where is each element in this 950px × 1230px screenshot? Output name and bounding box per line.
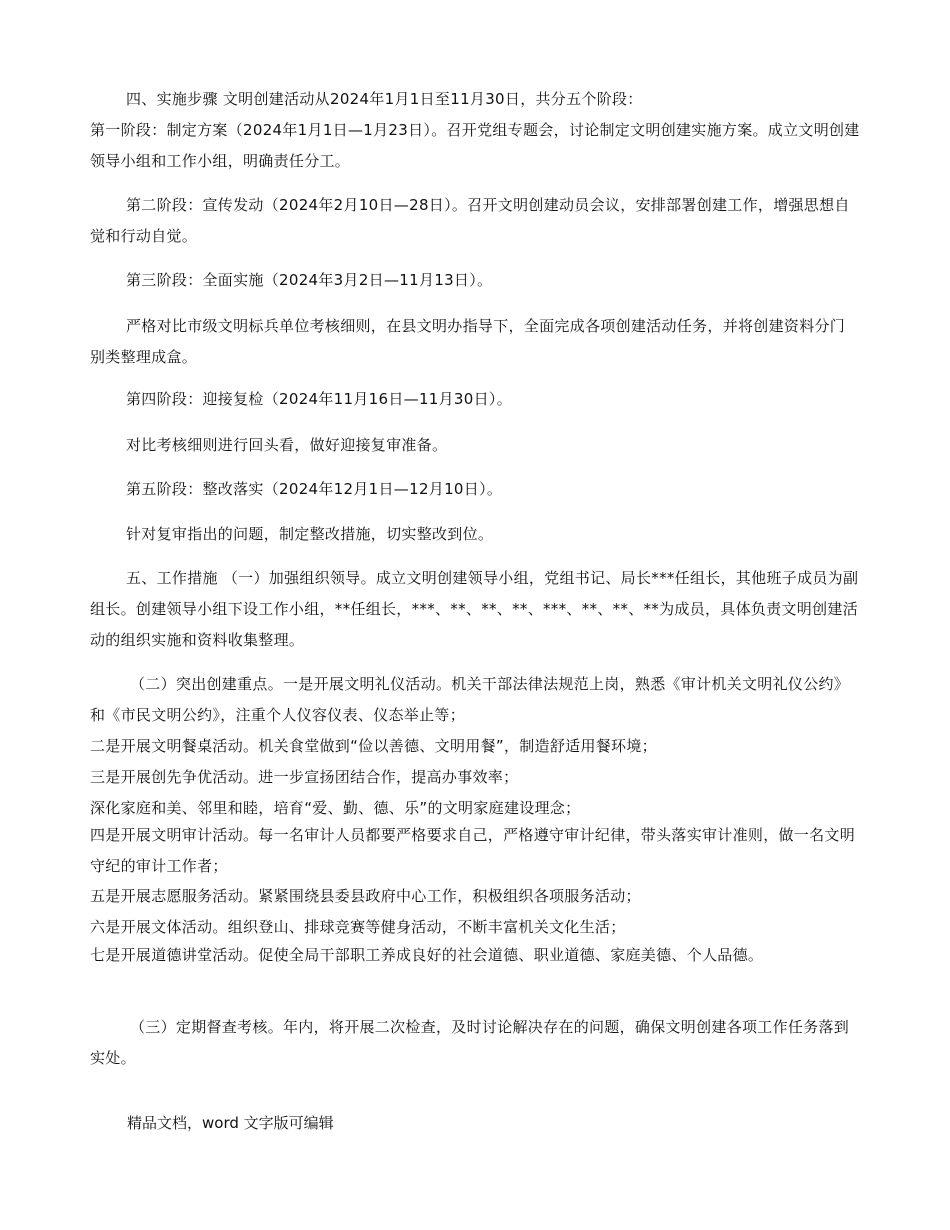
phase-five-paragraph: 第五阶段：整改落实（2024年12月1日—12月10日）。 <box>126 480 503 498</box>
measure-three-paragraph: （三）定期督查考核。年内，将开展二次检查，及时讨论解决存在的问题，确保文明创建各项工作任务落到实处。 <box>90 1018 850 1067</box>
section-four-heading: 四、实施步骤 文明创建活动从2024年1月1日至11月30日，共分五个阶段： <box>126 90 643 108</box>
document-footer: 精品文档，word 文字版可编辑 <box>127 1114 334 1132</box>
phase-five-detail: 针对复审指出的问题，制定整改措施，切实整改到位。 <box>126 525 494 543</box>
phase-three-detail: 严格对比市级文明标兵单位考核细则，在县文明办指导下，全面完成各项创建活动任务，并将创建资料分门别类整理成盒。 <box>90 317 846 366</box>
phase-four-paragraph: 第四阶段：迎接复检（2024年11月16日—11月30日）。 <box>126 390 513 408</box>
measure-two-paragraph: （二）突出创建重点。一是开展文明礼仪活动。机关干部法律法规范上岗，熟悉《审计机关文明礼仪公约》和《市民文明公约》，注重个人仪容仪表、仪态举止等； <box>90 675 850 724</box>
phase-four-detail: 对比考核细则进行回头看，做好迎接复审准备。 <box>126 436 448 454</box>
measure-item-volunteer: 五是开展志愿服务活动。紧紧围绕县委县政府中心工作，积极组织各项服务活动； <box>90 887 641 905</box>
phase-one-paragraph: 第一阶段：制定方案（2024年1月1日—1月23日）。召开党组专题会，讨论制定文明创建实施方案。成立文明创建领导小组和工作小组，明确责任分工。 <box>90 121 860 170</box>
section-five-paragraph: 五、工作措施 （一）加强组织领导。成立文明创建领导小组，党组书记、局长***任组长，其他班子成员为副组长。创建领导小组下设工作小组，**任组长，***、**、**、**、***、**、**、**为成员，具体负责文明创建活动的组织实施和资料收集整理。 <box>90 569 859 649</box>
measure-item-excellence: 三是开展创先争优活动。进一步宣扬团结合作，提高办事效率； <box>90 768 519 786</box>
measure-item-dining: 二是开展文明餐桌活动。机关食堂做到“俭以善德、文明用餐”，制造舒适用餐环境； <box>90 737 657 755</box>
measure-item-sports: 六是开展文体活动。组织登山、排球竞赛等健身活动，不断丰富机关文化生活； <box>90 918 626 936</box>
measure-item-audit: 四是开展文明审计活动。每一名审计人员都要严格要求自己，严格遵守审计纪律，带头落实审计准则，做一名文明守纪的审计工作者； <box>90 826 856 875</box>
measure-item-ethics: 七是开展道德讲堂活动。促使全局干部职工养成良好的社会道德、职业道德、家庭美德、个人品德。 <box>90 946 764 964</box>
phase-two-paragraph: 第二阶段：宣传发动（2024年2月10日—28日）。召开文明创建动员会议，安排部署创建工作，增强思想自觉和行动自觉。 <box>90 196 850 245</box>
phase-three-paragraph: 第三阶段：全面实施（2024年3月2日—11月13日）。 <box>126 271 493 289</box>
measure-item-family: 深化家庭和美、邻里和睦，培育“爱、勤、德、乐”的文明家庭建设理念； <box>90 799 581 817</box>
